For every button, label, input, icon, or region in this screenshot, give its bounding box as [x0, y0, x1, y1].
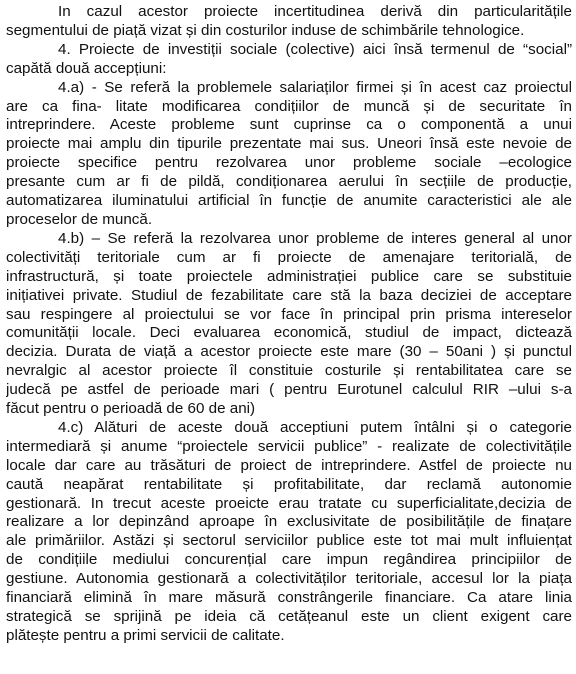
text-line: 4.c) Alături de aceste două acceptiuni putem întâlni și o categorie — [58, 418, 572, 436]
text-line: caută neapărat rentabilitate și profitabilitate, dar reclamă autonomie — [6, 475, 572, 493]
text-line: 4. Proiecte de investiții sociale (colective) aici însă termenul de “social” — [58, 40, 572, 58]
text-line: gestiune. Autonomia gestionară a colectivităților teritoriale, accesul lor la piața — [6, 570, 572, 588]
text-line: segmentului de piață vizat și din costurilor induse de schimbările tehnologice. — [6, 21, 525, 39]
document-body — [6, 3, 572, 646]
text-line: are ca fina- litate modificarea condițiilor de muncă și de securitate în — [6, 97, 572, 115]
text-line: infrastructură, și toate proiectele administrației publice care se substituie — [6, 267, 572, 285]
text-line: proiecte mai amplu din tipurile prezentate mai sus. Uneori însă este nevoie de — [6, 135, 572, 153]
text-line: decizia. Durata de viață a acestor proiecte este mare (30 – 50ani ) și punctul — [6, 343, 572, 361]
document-page — [6, 3, 572, 646]
text-line: strategică se sprijină pe ideia că cetățeanul este un client exigent care — [6, 608, 572, 625]
text-line: automatizarea iluminatului artificial în funcție de anumite caracteristici ale ale — [6, 192, 572, 210]
text-line: de condițiile mediului concurențial care impun regândirea principiilor de — [6, 551, 572, 569]
text-line: intermediară și anume “proiectele servicii publice” - realizate de colectivitățile — [6, 437, 572, 455]
text-line: In cazul acestor proiecte incertitudinea derivă din particularitățile — [58, 3, 572, 20]
text-line: plătește pentru a primi servicii de calitate. — [6, 626, 285, 644]
text-line: financiară elimină în mare măsură constrângerile financiare. Ca atare linia — [6, 589, 572, 607]
text-line: sau respingere al proiectului se vor face în principal prin prisma intereselor — [6, 305, 572, 323]
text-line: inițiativei private. Studiul de fezabilitate care stă la baza deciziei de acceptare — [6, 286, 572, 304]
text-line: capătă două accepțiuni: — [6, 59, 167, 77]
text-line: nevralgic al acestor proiecte îl constituie costurile și rentabilitatea care se — [6, 362, 572, 380]
text-line: locale dar care au trăsături de proiect de intreprindere. Astfel de proiecte nu — [6, 456, 572, 474]
text-line: presante cum ar fi de pildă, condiționarea aerului în secțiile de producție, — [6, 173, 572, 191]
text-line: ale primăriilor. Astăzi și sectorul serviciilor publice este tot mai mult influiențat — [6, 532, 572, 550]
text-line: făcut pentru o perioadă de 60 de ani) — [6, 400, 256, 418]
text-line: proceselor de muncă. — [6, 210, 153, 228]
text-line: proiecte specifice pentru rezolvarea unor probleme sociale –ecologice — [6, 154, 572, 172]
text-line: 4.b) – Se referă la rezolvarea unor probleme de interes general al unor — [58, 229, 572, 247]
text-line: colectivități teritoriale cum ar fi proiecte de amenajare teritorială, de — [6, 248, 572, 266]
text-line: 4.a) - Se referă la problemele salariaților firmei și în acest caz proiectul — [58, 78, 572, 96]
text-line: realizare a lor depinzând aproape în exclusivitate de posibilitățile de finațare — [6, 513, 572, 531]
text-line: comunității locale. Deci evaluarea economică, studiul de impact, dictează — [6, 324, 572, 342]
text-line: intreprindere. Aceste probleme sunt cuprinse ca o componentă a unui — [6, 116, 572, 134]
text-line: judecă pe astfel de perioade mari ( pentru Eurotunel calculul RIR –ului s-a — [6, 381, 572, 399]
text-line: gestionară. In trecut aceste proeicte erau tratate cu superficialitate,decizia de — [6, 494, 572, 512]
